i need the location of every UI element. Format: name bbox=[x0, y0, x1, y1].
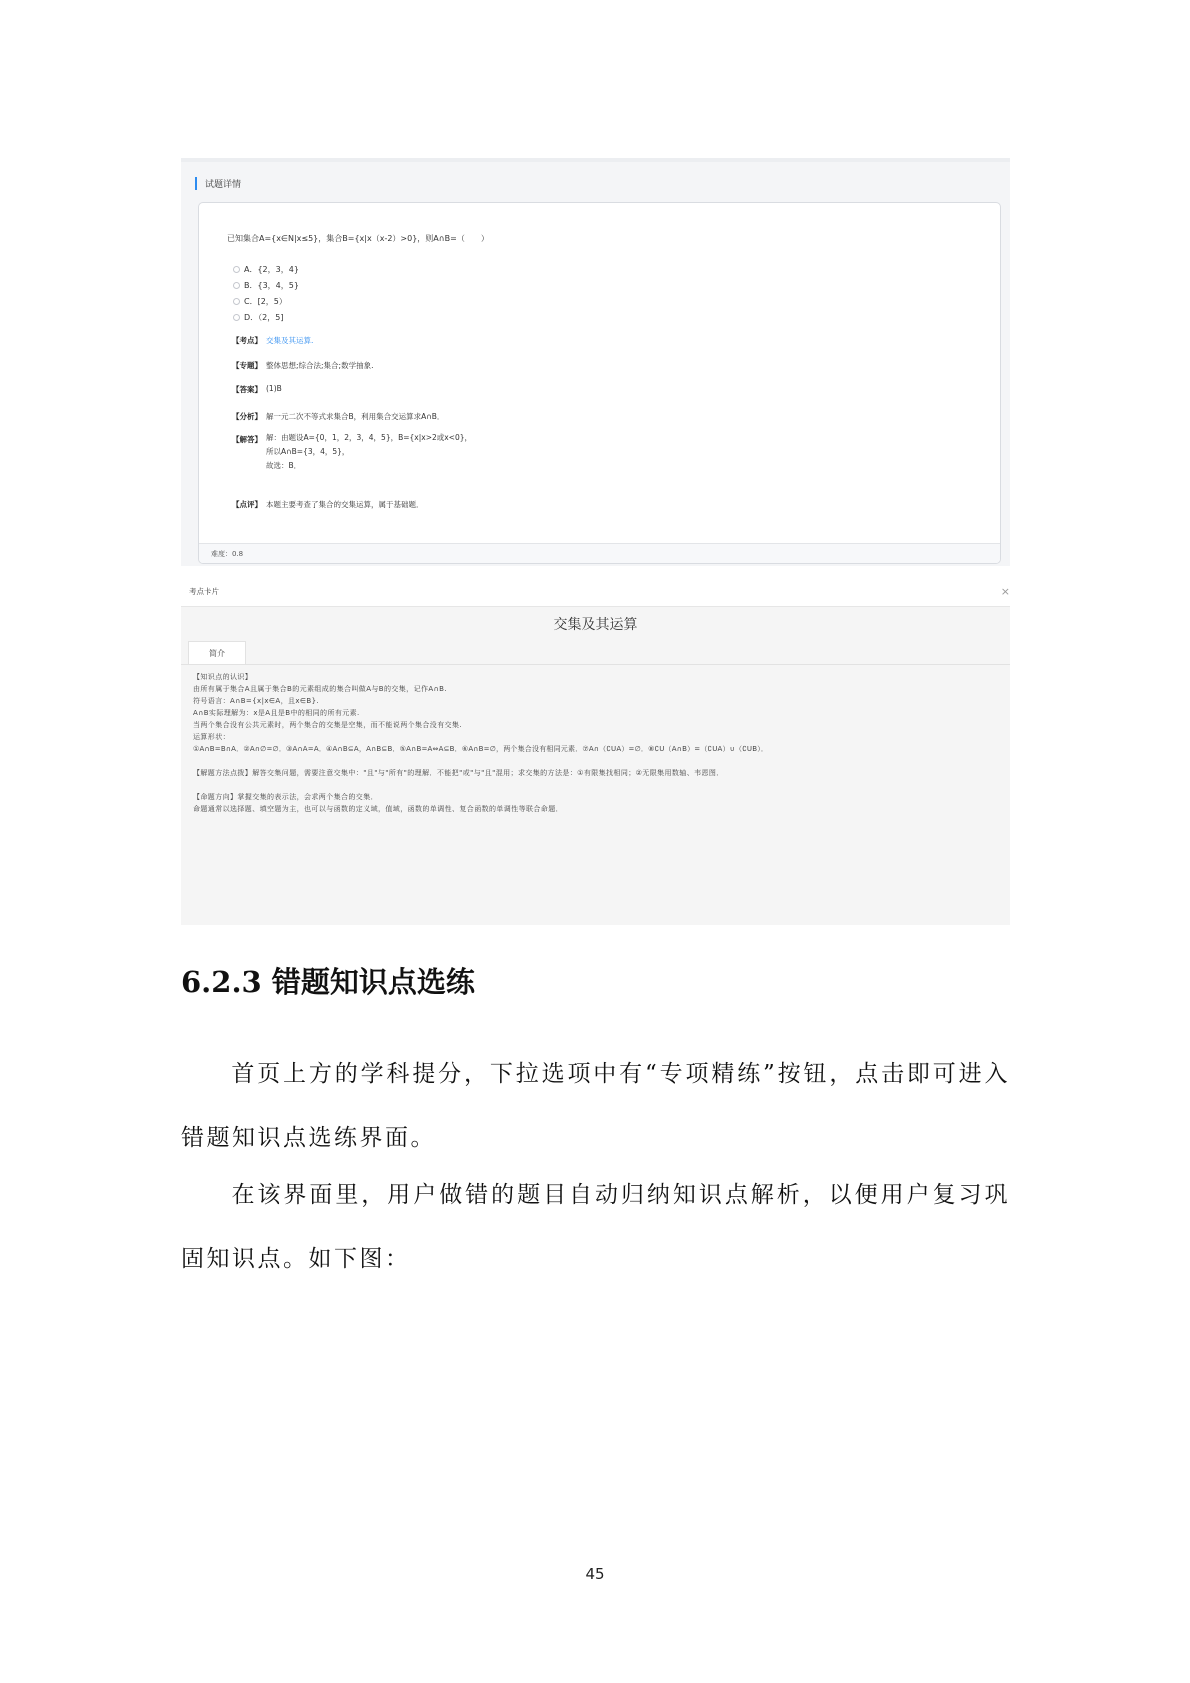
difficulty-bar: 难度：0.8 bbox=[199, 543, 1000, 563]
option-label: C．[2，5） bbox=[244, 296, 287, 306]
radio-icon[interactable] bbox=[233, 266, 240, 273]
option-c[interactable] bbox=[233, 293, 299, 309]
paragraph-2 bbox=[181, 1163, 1010, 1291]
content-line: 当两个集合没有公共元素时，两个集合的交集是空集，而不能说两个集合没有交集. bbox=[193, 721, 463, 729]
content-line: 由所有属于集合A且属于集合B的元素组成的集合叫做A与B的交集，记作A∩B. bbox=[193, 685, 447, 693]
section-heading: 6.2.3 错题知识点选练 bbox=[181, 965, 475, 999]
kaodian-link[interactable]: 交集及其运算. bbox=[266, 336, 314, 345]
row-value: (1)B bbox=[266, 384, 282, 393]
option-d[interactable] bbox=[233, 309, 299, 325]
knowledge-content bbox=[193, 671, 1005, 815]
content-line: 运算形状： bbox=[193, 733, 230, 741]
row-tag: 【解答】 bbox=[232, 435, 262, 444]
row-tag: 【专题】 bbox=[232, 361, 262, 370]
solution-line: 所以A∩B={3，4，5}， bbox=[266, 447, 350, 456]
row-value: 解一元二次不等式求集合B，利用集合交运算求A∩B． bbox=[266, 412, 445, 421]
detail-header bbox=[195, 176, 241, 190]
option-label: B．{3，4，5} bbox=[244, 280, 299, 290]
content-gap bbox=[193, 779, 1005, 791]
row-tag: 【分析】 bbox=[232, 412, 262, 421]
knowledge-card-body bbox=[181, 606, 1010, 925]
row-daan bbox=[232, 384, 282, 395]
content-line: A∩B实际理解为：x是A且是B中的相同的所有元素. bbox=[193, 709, 360, 717]
row-tag: 【答案】 bbox=[232, 385, 262, 394]
knowledge-card-header: 考点卡片 bbox=[189, 587, 219, 596]
question-detail-screenshot bbox=[181, 158, 1010, 566]
paragraph-1 bbox=[181, 1042, 1010, 1170]
page-number: 45 bbox=[585, 1565, 605, 1583]
row-kaodian bbox=[232, 335, 313, 346]
content-line: ①A∩B=B∩A．②A∩∅=∅．③A∩A=A．④A∩B⊆A，A∩B⊆B．⑤A∩B=A⇔A⊆B．⑥A∩B=∅，两个集合没有相同元素．⑦A∩（∁UA）=∅．⑧∁U（A∩B）=（∁UA）∪（∁UB）． bbox=[193, 745, 769, 753]
tab-divider bbox=[181, 664, 1010, 665]
solution-line: 故选：B． bbox=[266, 461, 302, 470]
content-line: 符号语言：A∩B={x|x∈A，且x∈B}. bbox=[193, 697, 320, 705]
detail-header-title: 试题详情 bbox=[205, 179, 242, 190]
row-dianping bbox=[232, 499, 424, 510]
content-line: 【命题方向】掌握交集的表示法，会求两个集合的交集． bbox=[193, 793, 378, 801]
close-icon[interactable]: × bbox=[1000, 585, 1010, 598]
knowledge-card-screenshot bbox=[181, 578, 1010, 925]
option-label: D．（2，5] bbox=[244, 312, 284, 322]
accent-bar bbox=[195, 177, 197, 190]
option-list bbox=[233, 261, 299, 325]
content-line: 【知识点的认识】 bbox=[193, 673, 253, 681]
radio-icon[interactable] bbox=[233, 314, 240, 321]
row-value bbox=[266, 431, 472, 473]
paragraph-text: 在该界面里，用户做错的题目自动归纳知识点解析，以便用户复习巩固知识点。如下图： bbox=[181, 1182, 1010, 1272]
row-zhuanti bbox=[232, 360, 373, 371]
content-line: 命题通常以选择题、填空题为主，也可以与函数的定义域，值域，函数的单调性、复合函数的单调性等联合命题． bbox=[193, 805, 563, 813]
question-stem: 已知集合A={x∈N|x≤5}，集合B={x|x（x-2）>0}，则A∩B=（ ） bbox=[227, 234, 489, 243]
option-b[interactable] bbox=[233, 277, 299, 293]
row-fenxi bbox=[232, 411, 444, 422]
tab-intro[interactable]: 简介 bbox=[188, 641, 246, 665]
solution-line: 解：由题设A={0，1，2，3，4，5}，B={x|x>2或x<0}， bbox=[266, 433, 473, 442]
option-label: A．{2，3，4} bbox=[244, 264, 299, 274]
paragraph-text: 首页上方的学科提分，下拉选项中有“专项精练”按钮，点击即可进入错题知识点选练界面。 bbox=[181, 1061, 1010, 1151]
option-a[interactable] bbox=[233, 261, 299, 277]
radio-icon[interactable] bbox=[233, 298, 240, 305]
content-line: 【解题方法点拨】解答交集问题，需要注意交集中："且"与"所有"的理解．不能把"或"与"且"混用；求交集的方法是：①有限集找相同；②无限集用数轴、韦恩图． bbox=[193, 769, 724, 777]
row-tag: 【考点】 bbox=[232, 336, 262, 345]
row-jieda bbox=[232, 434, 472, 473]
row-value: 整体思想;综合法;集合;数学抽象. bbox=[266, 361, 374, 370]
content-gap bbox=[193, 755, 1005, 767]
knowledge-title: 交集及其运算 bbox=[553, 617, 638, 633]
radio-icon[interactable] bbox=[233, 282, 240, 289]
question-card bbox=[198, 202, 1001, 564]
row-tag: 【点评】 bbox=[232, 500, 262, 509]
row-value: 本题主要考查了集合的交集运算，属于基础题． bbox=[266, 500, 424, 509]
